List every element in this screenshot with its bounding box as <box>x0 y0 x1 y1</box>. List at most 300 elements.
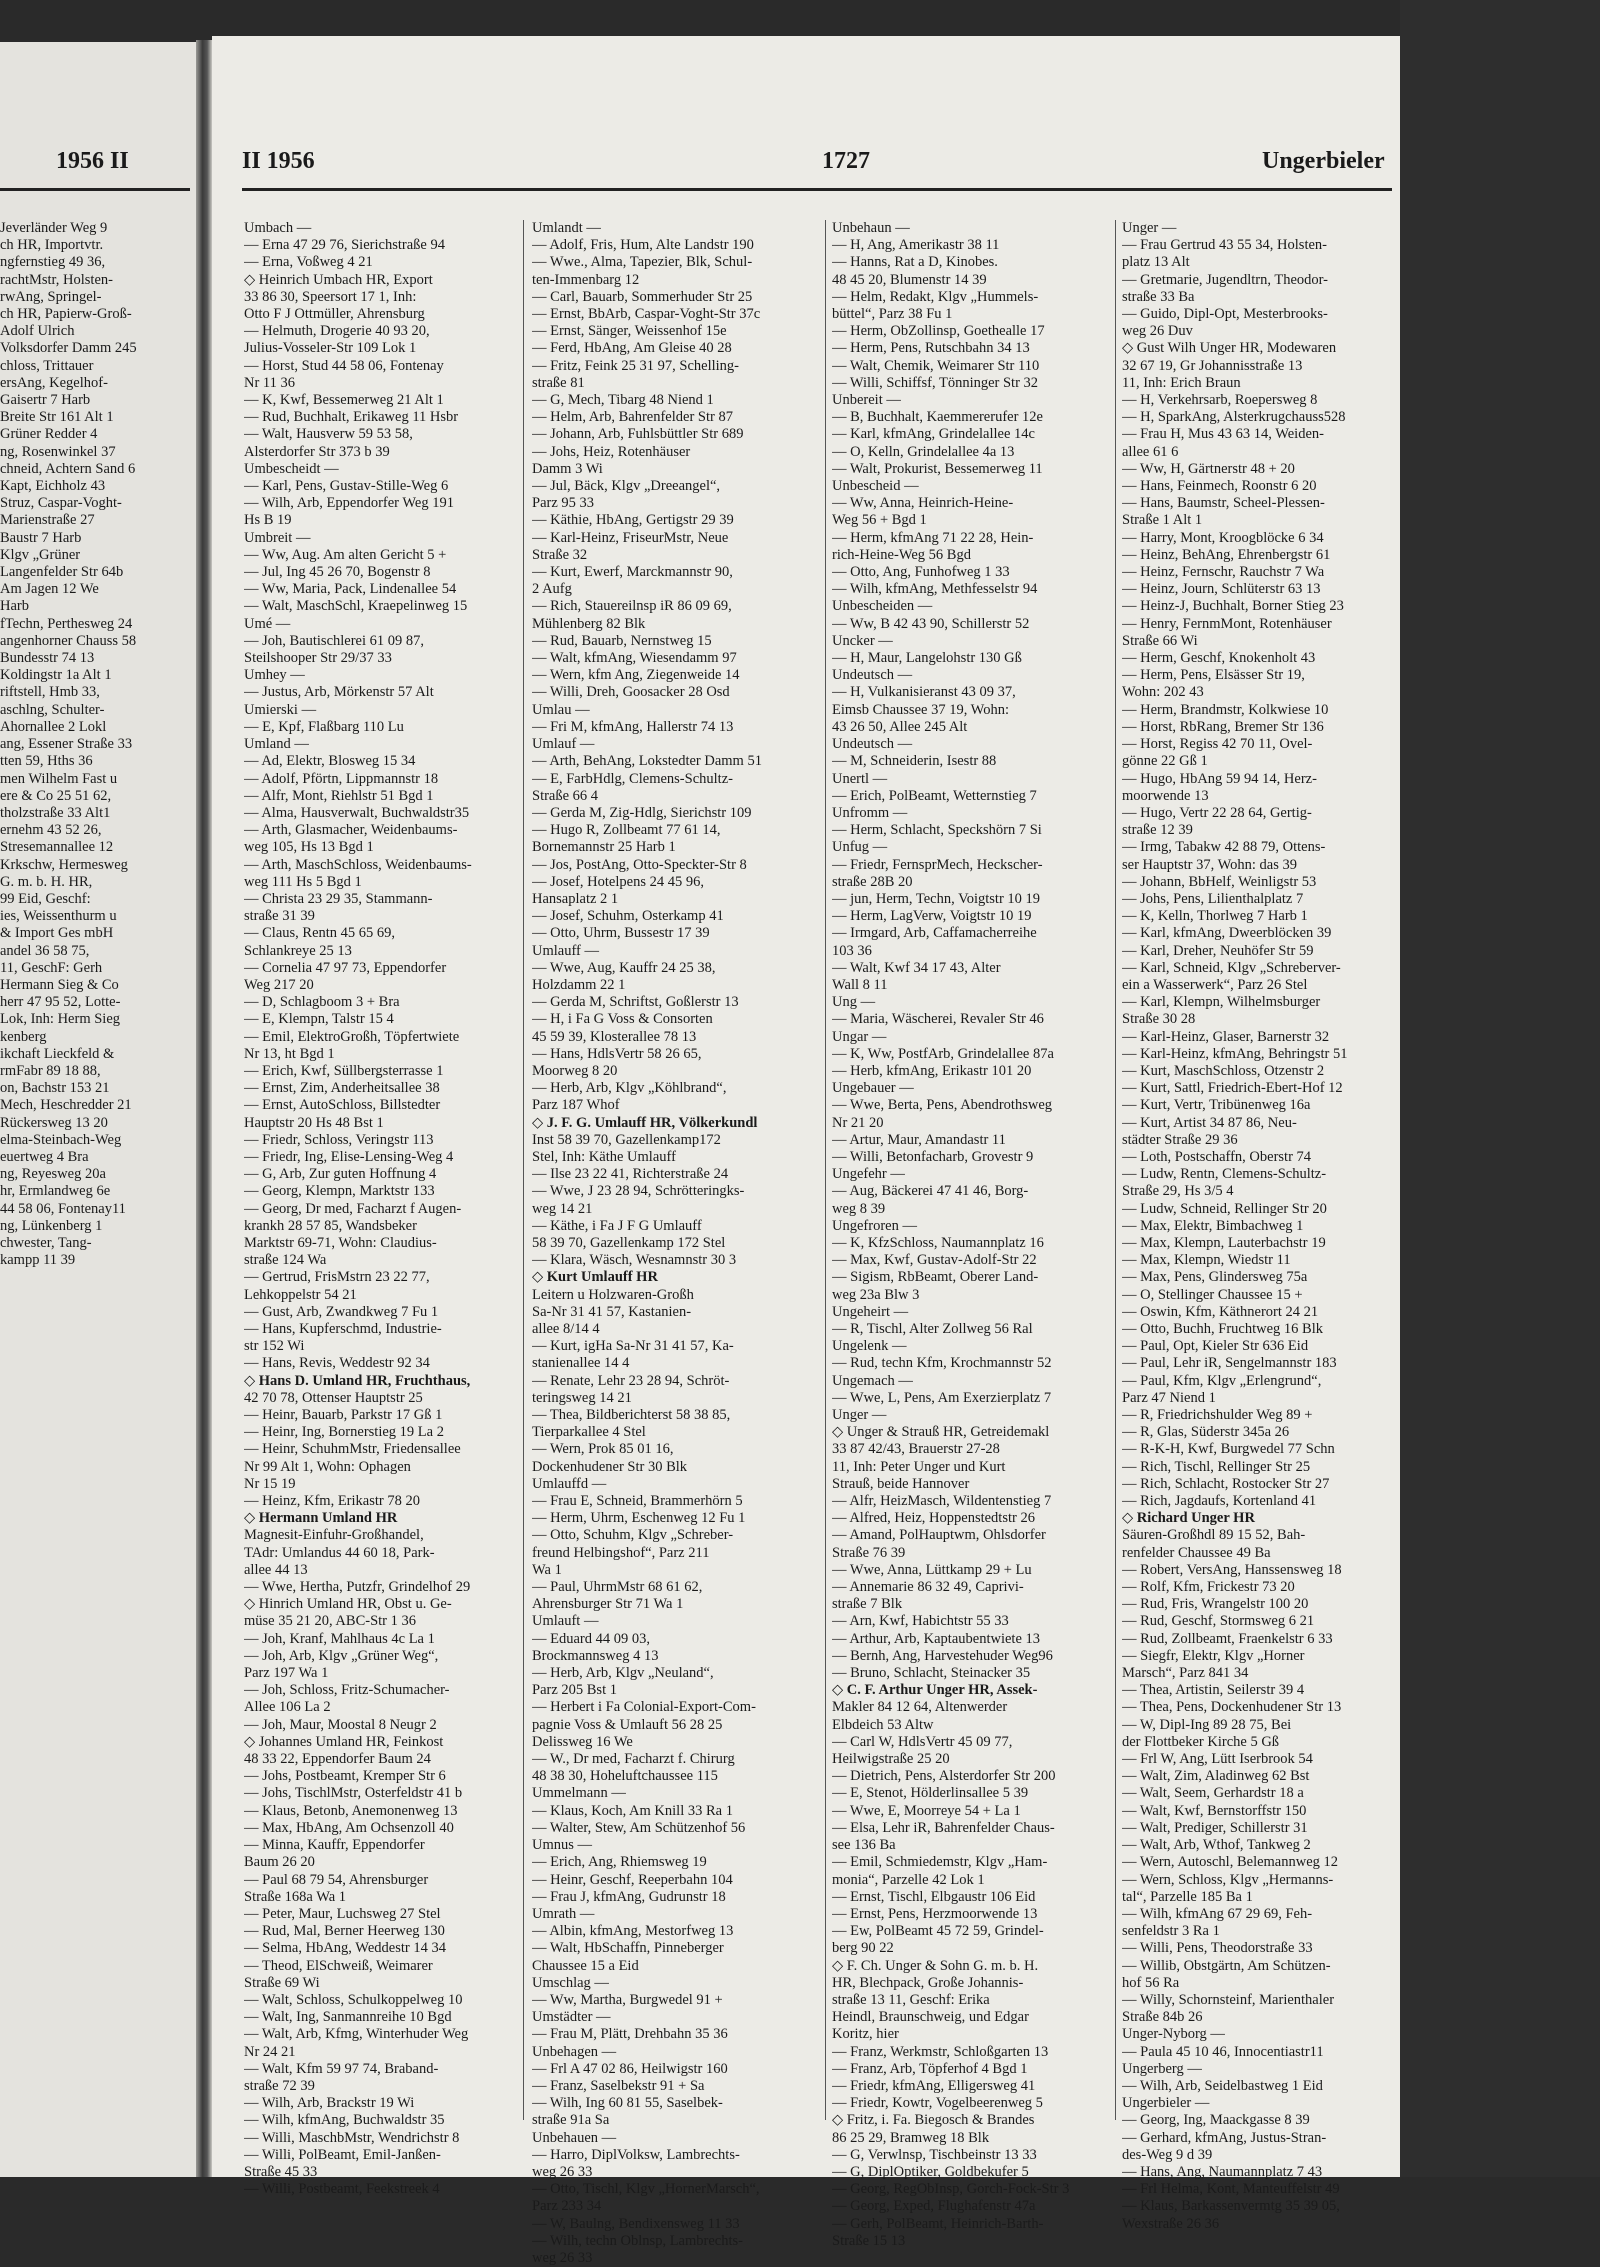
directory-entry: Unger — <box>1122 220 1177 236</box>
directory-entry: ◇ Unger & Strauß HR, Getreidemakl <box>832 1424 1050 1441</box>
directory-entry: — Joh, Maur, Moostal 8 Neugr 2 <box>244 1716 437 1733</box>
left-page-line: Volksdorfer Damm 245 <box>0 340 137 357</box>
left-page-line: Lok, Inh: Herm Sieg <box>0 1011 121 1028</box>
directory-entry: — Heinz, Fernschr, Rauchstr 7 Wa <box>1122 564 1325 581</box>
directory-entry: — B, Buchhalt, Kaemmererufer 12e <box>832 409 1043 426</box>
directory-entry: — Jos, PostAng, Otto-Speckter-Str 8 <box>532 856 747 873</box>
directory-entry: Ungebauer — <box>832 1080 914 1097</box>
directory-entry: Ungeheirt — <box>832 1303 909 1320</box>
directory-entry: 42 70 78, Ottenser Hauptstr 25 <box>244 1389 423 1406</box>
directory-entry: — Eduard 44 09 03, <box>532 1630 650 1647</box>
directory-entry: — Herm, Brandmstr, Kolkwiese 10 <box>1122 701 1329 718</box>
directory-entry: ◇ Hermann Umland HR <box>244 1510 398 1527</box>
directory-entry: — H, Vulkanisieranst 43 09 37, <box>832 684 1016 701</box>
directory-entry: Koritz, hier <box>832 2026 899 2043</box>
directory-entry: straße 33 Ba <box>1122 288 1195 305</box>
directory-entry: — Friedr, Schloss, Veringstr 113 <box>244 1131 434 1148</box>
directory-entry: Umbreit — <box>244 529 311 546</box>
directory-entry: — Wern, kfm Ang, Ziegenweide 14 <box>532 667 740 684</box>
directory-entry: — Helm, Redakt, Klgv „Hummels- <box>832 288 1039 305</box>
directory-entry: — R, Friedrichshulder Weg 89 + <box>1122 1407 1313 1424</box>
directory-entry: moorwende 13 <box>1122 787 1209 804</box>
directory-entry: ein a Wasserwerk“, Parz 26 Stel <box>1122 976 1308 993</box>
directory-entry: Weg 217 20 <box>244 976 314 993</box>
directory-entry: Umhey — <box>244 667 305 684</box>
directory-entry: — Adolf, Pförtn, Lippmannstr 18 <box>244 770 439 787</box>
directory-entry: Säuren-Großhdl 89 15 52, Bah- <box>1122 1527 1306 1544</box>
directory-entry: — K, Kwf, Bessemerweg 21 Alt 1 <box>244 392 444 409</box>
directory-entry: — E, Kpf, Flaßbarg 110 Lu <box>244 718 404 735</box>
directory-entry: weg 26 33 <box>532 2249 593 2266</box>
directory-entry: — G, Verwlnsp, Tischbeinstr 13 33 <box>832 2146 1037 2163</box>
directory-entry: Ung — <box>832 994 876 1011</box>
directory-entry: — Ludw, Schneid, Rellinger Str 20 <box>1122 1200 1327 1217</box>
directory-entry: büttel“, Parz 38 Fu 1 <box>832 306 953 323</box>
left-page-line: ere & Co 25 51 62, <box>0 787 112 804</box>
header-rule <box>242 188 1392 191</box>
directory-entry: straße 81 <box>532 374 585 391</box>
page-header-left: II 1956 <box>242 148 315 174</box>
directory-entry: — Guido, Dipl-Opt, Mesterbrooks- <box>1122 306 1328 323</box>
directory-entry: — H, SparkAng, Alsterkrugchauss528 <box>1122 409 1346 426</box>
directory-entry: platz 13 Alt <box>1122 254 1190 271</box>
directory-entry: Nr 99 Alt 1, Wohn: Ophagen <box>244 1458 411 1475</box>
directory-entry: — Erich, Ang, Rhiemsweg 19 <box>532 1854 707 1871</box>
directory-entry: — Otto, Tischl, Klgv „HornerMarsch“, <box>532 2181 760 2198</box>
left-page-line: & Import Ges mbH <box>0 925 114 942</box>
directory-entry: Straße 66 Wi <box>1122 632 1198 649</box>
directory-entry: — Herm, kfmAng 71 22 28, Hein- <box>832 529 1034 546</box>
directory-entry: — Karl-Heinz, kfmAng, Behringstr 51 <box>1122 1045 1348 1062</box>
directory-entry: — Walt, Zim, Aladinweg 62 Bst <box>1122 1768 1310 1785</box>
directory-entry: Straße 84b 26 <box>1122 2009 1203 2026</box>
left-page-line: ngfernstieg 49 36, <box>0 254 106 271</box>
directory-entry: — Herm, Uhrm, Eschenweg 12 Fu 1 <box>532 1510 746 1527</box>
directory-entry: ◇ Richard Unger HR <box>1122 1510 1255 1527</box>
directory-entry: — Erich, Kwf, Süllbergsterrasse 1 <box>244 1062 444 1079</box>
directory-entry: — Erna, Voßweg 4 21 <box>244 254 373 271</box>
directory-entry: Umlauft — <box>532 1613 599 1630</box>
directory-entry: — Käthe, i Fa J F G Umlauff <box>532 1217 702 1234</box>
directory-entry: Allee 106 La 2 <box>244 1699 331 1716</box>
directory-entry: Brockmannsweg 4 13 <box>532 1647 659 1664</box>
directory-entry: — Karl, Klempn, Wilhelmsburger <box>1122 994 1321 1011</box>
directory-entry: — Walt, MaschSchl, Kraepelinweg 15 <box>244 598 468 615</box>
directory-entry: — Herb, Arb, Klgv „Neuland“, <box>532 1665 714 1682</box>
directory-entry: — K, Kelln, Thorlweg 7 Harb 1 <box>1122 908 1308 925</box>
directory-entry: — Harry, Mont, Kroogblöcke 6 34 <box>1122 529 1324 546</box>
left-page-line: Koldingstr 1a Alt 1 <box>0 667 112 684</box>
directory-entry: Schlankreye 25 13 <box>244 942 352 959</box>
directory-entry: — Paul, Opt, Kieler Str 636 Eid <box>1122 1338 1309 1355</box>
directory-entry: — Carl W, HdlsVertr 45 09 77, <box>832 1733 1013 1750</box>
directory-entry: Unger-Nyborg — <box>1122 2026 1225 2043</box>
directory-entry: — Henry, FernmMont, Rotenhäuser <box>1122 615 1332 632</box>
directory-entry: Undeutsch — <box>832 736 913 753</box>
directory-entry: ◇ Fritz, i. Fa. Biegosch & Brandes <box>832 2112 1035 2129</box>
directory-entry: — Thea, Pens, Dockenhudener Str 13 <box>1122 1699 1342 1716</box>
directory-entry: — Selma, HbAng, Weddestr 14 34 <box>244 1940 446 1957</box>
directory-entry: straße 72 39 <box>244 2077 315 2094</box>
directory-entry: — Arth, BehAng, Lokstedter Damm 51 <box>532 753 762 770</box>
directory-entry: — H, Maur, Langelohstr 130 Gß <box>832 650 1022 667</box>
directory-entry: — Gertrud, FrisMstrn 23 22 77, <box>244 1269 430 1286</box>
directory-entry: berg 90 22 <box>832 1940 894 1957</box>
left-page-line: chwester, Tang- <box>0 1234 92 1251</box>
directory-entry: — Hans, HdlsVertr 58 26 65, <box>532 1045 702 1062</box>
directory-entry: — O, Kelln, Grindelallee 4a 13 <box>832 443 1015 460</box>
directory-entry: — R, Glas, Süderstr 345a 26 <box>1122 1424 1290 1441</box>
directory-entry: Wa 1 <box>532 1561 562 1578</box>
directory-entry: Nr 24 21 <box>244 2043 296 2060</box>
directory-entry: — Joh, Kranf, Mahlhaus 4c La 1 <box>244 1630 435 1647</box>
left-page-line: Adolf Ulrich <box>0 323 75 340</box>
directory-entry: — Walt, HbSchaffn, Pinneberger <box>532 1940 724 1957</box>
directory-entry: — Herm, Pens, Rutschbahn 34 13 <box>832 340 1030 357</box>
directory-entry: Parz 233 34 <box>532 2198 602 2215</box>
directory-entry: — O, Stellinger Chaussee 15 + <box>1122 1286 1303 1303</box>
left-page-line: Marienstraße 27 <box>0 512 95 529</box>
directory-entry: — Arth, Glasmacher, Weidenbaums- <box>244 822 458 839</box>
directory-entry: monia“, Parzelle 42 Lok 1 <box>832 1871 985 1888</box>
directory-entry: — Willi, Schiffsf, Tönninger Str 32 <box>832 374 1039 391</box>
left-page-line: Breite Str 161 Alt 1 <box>0 409 114 426</box>
directory-entry: Straße 15 13 <box>832 2232 906 2249</box>
directory-entry: Ungelenk — <box>832 1338 907 1355</box>
directory-entry: Straße 32 <box>532 546 588 563</box>
directory-entry: — Kurt, MaschSchloss, Otzenstr 2 <box>1122 1062 1325 1079</box>
directory-entry: — Albin, kfmAng, Mestorfweg 13 <box>532 1923 734 1940</box>
directory-entry: — Walt, Ing, Sanmannreihe 10 Bgd <box>244 2009 452 2026</box>
directory-entry: — Thea, Artistin, Seilerstr 39 4 <box>1122 1682 1305 1699</box>
page-header-keyword: Ungerbieler <box>1262 148 1385 174</box>
left-page-line: kenberg <box>0 1028 47 1045</box>
directory-entry: — Horst, Regiss 42 70 11, Ovel- <box>1122 736 1313 753</box>
directory-entry: allee 8/14 4 <box>532 1321 600 1337</box>
directory-entry: — Emil, Schmiedemstr, Klgv „Ham- <box>832 1854 1048 1871</box>
left-page-line: men Wilhelm Fast u <box>0 770 118 787</box>
directory-entry: — Franz, Saselbekstr 91 + Sa <box>532 2077 705 2094</box>
directory-entry: — Heinz, Kfm, Erikastr 78 20 <box>244 1493 420 1510</box>
directory-entry: — Otto, Buchh, Fruchtweg 16 Blk <box>1122 1321 1323 1337</box>
directory-entry: — Heinr, SchuhmMstr, Friedensallee <box>244 1441 461 1458</box>
directory-entry: — Rud, techn Kfm, Krochmannstr 52 <box>832 1355 1052 1372</box>
directory-entry: Umlauf — <box>532 736 595 753</box>
directory-entry: — Klaus, Koch, Am Knill 33 Ra 1 <box>532 1802 733 1819</box>
directory-entry: Marsch“, Parz 841 34 <box>1122 1665 1249 1682</box>
left-page-line: Gaisertr 7 Harb <box>0 392 91 409</box>
directory-entry: gönne 22 Gß 1 <box>1122 753 1208 770</box>
directory-entry: Unger — <box>832 1407 887 1424</box>
directory-entry: — Walt, Prediger, Schillerstr 31 <box>1122 1819 1308 1836</box>
directory-entry: — Friedr, FernsprMech, Heckscher- <box>832 856 1043 873</box>
directory-entry: — Paul, Kfm, Klgv „Erlengrund“, <box>1122 1372 1322 1389</box>
directory-entry: des-Weg 9 d 39 <box>1122 2146 1213 2163</box>
directory-entry: — Loth, Postschaffn, Oberstr 74 <box>1122 1148 1312 1165</box>
directory-entry: — Josef, Hotelpens 24 45 96, <box>532 873 704 890</box>
directory-entry: — Joh, Arb, Klgv „Grüner Weg“, <box>244 1647 439 1664</box>
directory-entry: — Kurt, Ewerf, Marckmannstr 90, <box>532 564 733 581</box>
directory-entry: — Hanns, Rat a D, Kinobes. <box>832 254 998 271</box>
directory-entry: — Willi, MaschbMstr, Wendrichstr 8 <box>244 2129 460 2146</box>
left-page-line: rachtMstr, Holsten- <box>0 271 113 288</box>
directory-column-4 <box>1122 220 1394 2233</box>
directory-entry: Unbescheiden — <box>832 598 933 615</box>
directory-entry: Umé — <box>244 615 291 632</box>
directory-entry: Umbescheidt — <box>244 460 339 477</box>
directory-entry: — Hans, Kupferschmd, Industrie- <box>244 1321 442 1337</box>
directory-entry: — Harro, DiplVolksw, Lambrechts- <box>532 2146 740 2163</box>
directory-entry: — Georg, Dr med, Facharzt f Augen- <box>244 1200 462 1217</box>
directory-entry: — Otto, Schuhm, Klgv „Schreber- <box>532 1527 734 1544</box>
directory-entry: — Hugo, HbAng 59 94 14, Herz- <box>1122 770 1317 787</box>
directory-entry: 48 45 20, Blumenstr 14 39 <box>832 271 987 288</box>
left-page-line: 99 Eid, Geschf: <box>0 890 91 907</box>
directory-entry: Wall 8 11 <box>832 976 888 993</box>
directory-entry: Damm 3 Wi <box>532 460 603 477</box>
left-page-line: 11, GeschF: Gerh <box>0 959 103 976</box>
directory-entry: — Heinr, Geschf, Reeperbahn 104 <box>532 1871 733 1888</box>
directory-entry: weg 111 Hs 5 Bgd 1 <box>244 873 362 890</box>
left-page-line: hr, Ermlandweg 6e <box>0 1183 111 1200</box>
directory-entry: — Wwe, E, Moorreye 54 + La 1 <box>832 1802 1021 1819</box>
left-page-line: Grüner Redder 4 <box>0 426 98 443</box>
directory-entry: ser Hauptstr 37, Wohn: das 39 <box>1122 856 1297 873</box>
left-page-line: Bundesstr 74 13 <box>0 650 95 667</box>
directory-entry: — Käthie, HbAng, Gertigstr 29 39 <box>532 512 734 529</box>
directory-entry: Umland — <box>244 736 309 753</box>
directory-entry: straße 31 39 <box>244 908 315 925</box>
directory-entry: — Wilh, Arb, Seidelbastweg 1 Eid <box>1122 2077 1323 2094</box>
left-page-line: ch HR, Papierw-Groß- <box>0 306 132 323</box>
directory-entry: — Kurt, igHa Sa-Nr 31 41 57, Ka- <box>532 1338 734 1355</box>
left-page-line: ies, Weissenthurm u <box>0 908 117 925</box>
directory-entry: tal“, Parzelle 185 Ba 1 <box>1122 1888 1253 1905</box>
column-divider <box>523 220 524 2120</box>
directory-entry: Magnesit-Einfuhr-Großhandel, <box>244 1527 424 1544</box>
directory-entry: Unertl — <box>832 770 888 787</box>
directory-entry: — Rich, Schlacht, Rostocker Str 27 <box>1122 1475 1330 1492</box>
directory-entry: — Maria, Wäscherei, Revaler Str 46 <box>832 1011 1044 1028</box>
directory-entry: — Ww, H, Gärtnerstr 48 + 20 <box>1122 460 1295 477</box>
directory-entry: krankh 28 57 85, Wandsbeker <box>244 1217 417 1234</box>
directory-entry: Nr 15 19 <box>244 1475 296 1492</box>
directory-entry: Ummelmann — <box>532 1785 626 1802</box>
directory-entry: — K, KfzSchloss, Naumannplatz 16 <box>832 1234 1044 1251</box>
directory-entry: — Dietrich, Pens, Alsterdorfer Str 200 <box>832 1768 1056 1785</box>
directory-entry: — Max, Pens, Glindersweg 75a <box>1122 1269 1308 1286</box>
left-page-line: G. m. b. H. HR, <box>0 873 93 890</box>
directory-entry: — Wern, Prok 85 01 16, <box>532 1441 674 1458</box>
directory-entry: Straße 29, Hs 3/5 4 <box>1122 1183 1234 1200</box>
directory-entry: Wexstraße 26 36 <box>1122 2215 1220 2232</box>
directory-entry: — Ww, Aug. Am alten Gericht 5 + <box>244 546 447 563</box>
directory-entry: HR, Blechpack, Große Johannis- <box>832 1974 1024 1991</box>
directory-entry: Bornemannstr 25 Harb 1 <box>532 839 676 856</box>
directory-entry: — Paul, UhrmMstr 68 61 62, <box>532 1579 703 1596</box>
directory-entry: Straße 30 28 <box>1122 1011 1196 1028</box>
directory-entry: ◇ Heinrich Umbach HR, Export <box>244 271 433 288</box>
left-page-line: ang, Essener Straße 33 <box>0 736 133 753</box>
directory-entry: straße 7 Blk <box>832 1596 903 1613</box>
left-page-line: elma-Steinbach-Weg <box>0 1131 122 1148</box>
directory-entry: — Max, Klempn, Wiedstr 11 <box>1122 1252 1291 1269</box>
directory-entry: Umierski — <box>244 701 317 718</box>
directory-entry: — Helmuth, Drogerie 40 93 20, <box>244 323 430 340</box>
directory-entry: — Alfr, HeizMasch, Wildentenstieg 7 <box>832 1493 1052 1510</box>
directory-entry: — Kurt, Vertr, Tribünenweg 16a <box>1122 1097 1311 1114</box>
directory-entry: Umschlag — <box>532 1974 609 1991</box>
directory-entry: Umnus — <box>532 1837 593 1854</box>
directory-entry: — Arth, MaschSchloss, Weidenbaums- <box>244 856 472 873</box>
directory-entry: — M, Schneiderin, Isestr 88 <box>832 753 997 770</box>
column-divider <box>825 220 826 2120</box>
directory-entry: — Max, Elektr, Bimbachweg 1 <box>1122 1217 1304 1234</box>
directory-entry: — Hans, Feinmech, Roonstr 6 20 <box>1122 478 1317 495</box>
directory-entry: — Minna, Kauffr, Eppendorfer <box>244 1837 425 1854</box>
directory-entry: — Bruno, Schlacht, Steinacker 35 <box>832 1665 1031 1682</box>
directory-entry: — Frau E, Schneid, Brammerhörn 5 <box>532 1493 743 1510</box>
directory-entry: Elbdeich 53 Altw <box>832 1716 934 1733</box>
directory-entry: — Hans, Baumstr, Scheel-Plessen- <box>1122 495 1325 512</box>
directory-entry: — G, Arb, Zur guten Hoffnung 4 <box>244 1166 437 1183</box>
directory-entry: — Otto, Ang, Funhofweg 1 33 <box>832 564 1010 581</box>
directory-entry: Straße 1 Alt 1 <box>1122 512 1203 529</box>
left-page-line: rwAng, Springel- <box>0 288 102 305</box>
directory-entry: — Rud, Zollbeamt, Fraenkelstr 6 33 <box>1122 1630 1333 1647</box>
directory-entry: — H, i Fa G Voss & Consorten <box>532 1011 713 1028</box>
directory-entry: — Wern, Autoschl, Belemannweg 12 <box>1122 1854 1339 1871</box>
directory-entry: — Frau H, Mus 43 63 14, Weiden- <box>1122 426 1324 443</box>
directory-entry: — Walt, Arb, Wthof, Tankweg 2 <box>1122 1837 1311 1854</box>
directory-entry: — Rud, Bauarb, Nernstweg 15 <box>532 632 712 649</box>
directory-entry: — Rud, Geschf, Stormsweg 6 21 <box>1122 1613 1315 1630</box>
directory-entry: — Heinr, Bauarb, Parkstr 17 Gß 1 <box>244 1407 443 1424</box>
directory-entry: 48 33 22, Eppendorfer Baum 24 <box>244 1751 431 1768</box>
directory-entry: Wohn: 202 43 <box>1122 684 1204 701</box>
directory-entry: — Ernst, BbArb, Caspar-Voght-Str 37c <box>532 306 761 323</box>
directory-entry: 33 87 42/43, Brauerstr 27-28 <box>832 1441 1000 1458</box>
directory-entry: — Adolf, Fris, Hum, Alte Landstr 190 <box>532 237 754 254</box>
directory-entry: senfeldstr 3 Ra 1 <box>1122 1923 1220 1940</box>
directory-entry: — H, Ang, Amerikastr 38 11 <box>832 237 1000 254</box>
left-page-line: aschlng, Schulter- <box>0 701 105 718</box>
column-divider <box>1115 220 1116 2120</box>
directory-entry: — Herm, LagVerw, Voigtstr 10 19 <box>832 908 1032 925</box>
directory-entry: — Alfr, Mont, Riehlstr 51 Bgd 1 <box>244 787 434 804</box>
left-page-line: Baustr 7 Harb <box>0 529 82 546</box>
directory-entry: — Klaus, Barkassenvermtg 35 39 05, <box>1122 2198 1340 2215</box>
directory-entry: — Jul, Ing 45 26 70, Bogenstr 8 <box>244 564 431 581</box>
directory-entry: — Max, Kwf, Gustav-Adolf-Str 22 <box>832 1252 1037 1269</box>
directory-entry: — Erna 47 29 76, Sierichstraße 94 <box>244 237 445 254</box>
directory-entry: — Gerh, PolBeamt, Heinrich-Barth- <box>832 2215 1044 2232</box>
directory-entry: — Georg, Klempn, Marktstr 133 <box>244 1183 435 1200</box>
directory-entry: — E, Klempn, Talstr 15 4 <box>244 1011 394 1028</box>
directory-entry: ◇ C. F. Arthur Unger HR, Assek- <box>832 1682 1038 1699</box>
directory-entry: — Claus, Rentn 45 65 69, <box>244 925 396 942</box>
directory-entry: — Ew, PolBeamt 45 72 59, Grindel- <box>832 1923 1044 1940</box>
directory-entry: — Ernst, Zim, Anderheitsallee 38 <box>244 1080 440 1097</box>
directory-entry: — Rich, Stauereilnsp iR 86 09 69, <box>532 598 732 615</box>
directory-entry: Ungefroren — <box>832 1217 917 1234</box>
directory-entry: Dockenhudener Str 30 Blk <box>532 1458 688 1475</box>
directory-entry: — Herbert i Fa Colonial-Export-Com- <box>532 1699 756 1716</box>
directory-entry: Umstädter — <box>532 2009 611 2026</box>
directory-entry: — Oswin, Kfm, Käthnerort 24 21 <box>1122 1303 1319 1320</box>
directory-column-1 <box>244 220 506 2198</box>
directory-entry: — Rud, Mal, Berner Heerweg 130 <box>244 1923 445 1940</box>
directory-entry: Unbehaun — <box>832 220 910 236</box>
directory-entry: — Walt, Seem, Gerhardstr 18 a <box>1122 1785 1304 1802</box>
directory-entry: Mühlenberg 82 Blk <box>532 615 646 632</box>
directory-entry: — H, Verkehrsarb, Roepersweg 8 <box>1122 392 1318 409</box>
directory-column-2 <box>532 220 794 2267</box>
directory-entry: — Heinz, BehAng, Ehrenbergstr 61 <box>1122 546 1331 563</box>
directory-entry: — Wilh, Ing 60 81 55, Saselbek- <box>532 2095 723 2112</box>
left-page-line: Jeverländer Weg 9 <box>0 220 108 236</box>
directory-entry: — Walt, Kfm 59 97 74, Braband- <box>244 2060 439 2077</box>
directory-entry: Makler 84 12 64, Altenwerder <box>832 1699 1008 1716</box>
directory-entry: straße 124 Wa <box>244 1252 327 1269</box>
directory-entry: — Walt, Hausverw 59 53 58, <box>244 426 413 443</box>
directory-entry: — Frl Helma, Kont, Manteuffelstr 49 <box>1122 2181 1340 2198</box>
directory-entry: — Wwe, Anna, Lüttkamp 29 + Lu <box>832 1561 1032 1578</box>
directory-entry: — Willy, Schornsteinf, Marienthaler <box>1122 1991 1335 2008</box>
directory-entry: — Justus, Arb, Mörkenstr 57 Alt <box>244 684 434 701</box>
left-page-line: herr 47 95 52, Lotte- <box>0 994 121 1011</box>
directory-entry: — Friedr, Ing, Elise-Lensing-Weg 4 <box>244 1148 454 1165</box>
directory-entry: — Willi, PolBeamt, Emil-Janßen- <box>244 2146 441 2163</box>
directory-entry: Umlandt — <box>532 220 601 236</box>
directory-entry: — Walt, Schloss, Schulkoppelweg 10 <box>244 1991 463 2008</box>
directory-entry: 11, Inh: Peter Unger und Kurt <box>832 1458 1006 1475</box>
directory-entry: weg 8 39 <box>832 1200 886 1217</box>
directory-entry: — Wwe, Berta, Pens, Abendrothsweg <box>832 1097 1053 1114</box>
directory-entry: — Heinr, Ing, Bornerstieg 19 La 2 <box>244 1424 444 1441</box>
directory-entry: — Gust, Arb, Zwandkweg 7 Fu 1 <box>244 1303 439 1320</box>
directory-entry: — Herm, Schlacht, Speckshörn 7 Si <box>832 822 1042 839</box>
directory-entry: — W., Dr med, Facharzt f. Chirurg <box>532 1751 735 1768</box>
directory-entry: — Hugo R, Zollbeamt 77 61 14, <box>532 822 721 839</box>
directory-entry: — Herb, kfmAng, Erikastr 101 20 <box>832 1062 1032 1079</box>
directory-entry: — Ferd, HbAng, Am Gleise 40 28 <box>532 340 732 357</box>
directory-entry: — Ernst, Pens, Herzmoorwende 13 <box>832 1905 1038 1922</box>
directory-entry: — Ww, Maria, Pack, Lindenallee 54 <box>244 581 457 598</box>
directory-entry: renfelder Chaussee 49 Ba <box>1122 1544 1271 1561</box>
directory-entry: — Frau Gertrud 43 55 34, Holsten- <box>1122 237 1327 254</box>
directory-entry: — Rolf, Kfm, Frickestr 73 20 <box>1122 1579 1295 1596</box>
directory-entry: — Heinz, Journ, Schlüterstr 63 13 <box>1122 581 1321 598</box>
left-page-line: Langenfelder Str 64b <box>0 564 124 581</box>
directory-entry: — Herm, Pens, Elsässer Str 19, <box>1122 667 1305 684</box>
directory-entry: Straße 66 4 <box>532 787 599 804</box>
directory-entry: — Max, Klempn, Lauterbachstr 19 <box>1122 1234 1326 1251</box>
background-strip <box>1400 0 1600 2177</box>
directory-entry: — Herm, ObZollinsp, Goethealle 17 <box>832 323 1045 340</box>
directory-entry: — Ernst, Sänger, Weissenhof 15e <box>532 323 727 340</box>
directory-entry: — Jul, Bäck, Klgv „Dreeangel“, <box>532 478 721 495</box>
directory-entry: Ungerberg — <box>1122 2060 1202 2077</box>
left-page-line: Rückersweg 13 20 <box>0 1114 108 1131</box>
directory-entry: — Klara, Wäsch, Wesnamnstr 30 3 <box>532 1252 737 1269</box>
left-page-line: Ahornallee 2 Lokl <box>0 718 107 735</box>
directory-entry: — Gretmarie, Jugendltrn, Theodor- <box>1122 271 1329 288</box>
left-page-line: ch HR, Importvtr. <box>0 237 104 254</box>
directory-entry: — Johs, Heiz, Rotenhäuser <box>532 443 691 460</box>
directory-entry: — Ilse 23 22 41, Richterstraße 24 <box>532 1166 729 1183</box>
directory-entry: — Herm, Geschf, Knokenholt 43 <box>1122 650 1316 667</box>
